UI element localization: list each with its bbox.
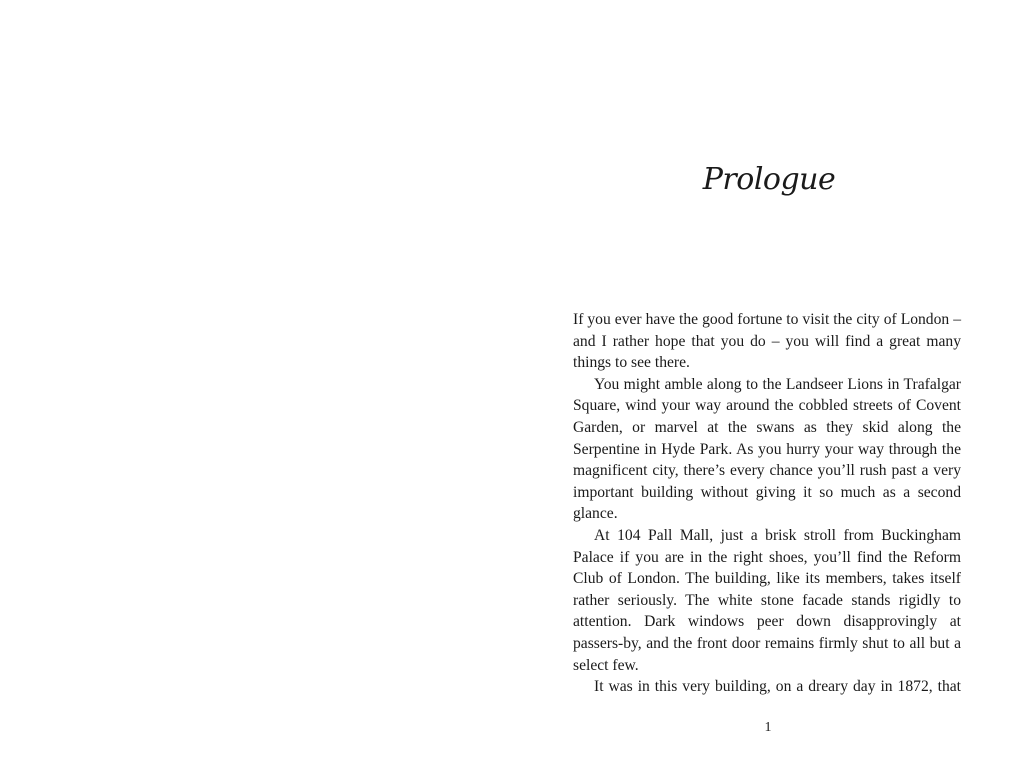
chapter-body xyxy=(573,309,961,698)
chapter-title: Prologue xyxy=(702,162,836,197)
page-number: 1 xyxy=(764,720,772,735)
paragraph-2: You might amble along to the Landseer Lions in Trafalgar Square, wind your way around the cobbled streets of Covent Garden, or marvel at the swans as they skid along the Serpentine in Hyde Park. As you hurry your way through the magnificent city, there’s every chance you’ll rush past a very important building without giving it so much as a second glance. xyxy=(573,375,961,523)
paragraph-3: At 104 Pall Mall, just a brisk stroll from Buckingham Palace if you are in the right shoes, you’ll find the Reform Club of London. The building, like its members, takes itself rather seriously. The white stone facade stands rigidly to attention. Dark windows peer down disapprovingly at passers-by, and the front door remains firmly shut to all but a select few. xyxy=(573,526,961,674)
paragraph-4: It was in this very building, on a dreary day in 1872, that xyxy=(594,678,961,696)
right-page xyxy=(510,0,1020,783)
paragraph-1: If you ever have the good fortune to visit the city of London – and I rather hope that you do – you will find a great many things to see there. xyxy=(573,311,961,372)
